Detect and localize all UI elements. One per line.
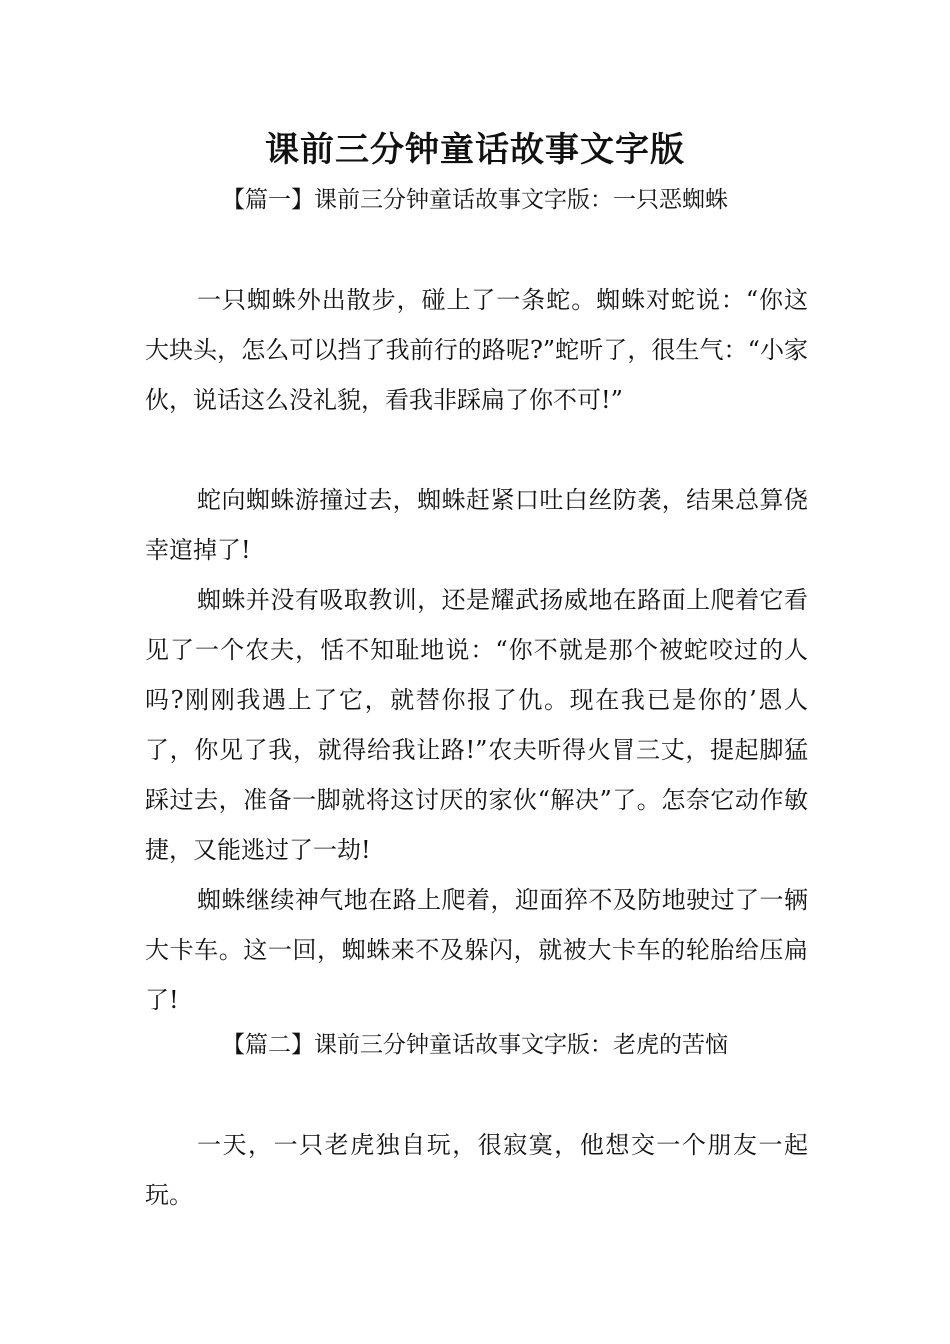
paragraph: 蜘蛛并没有吸取教训，还是耀武扬威地在路面上爬着它看见了一个农夫，恬不知耻地说：“你不就是那个被蛇咬过的人吗?刚刚我遇上了它，就替你报了仇。现在我已是你的’恩人了，你见了我，就得给我让路!”农夫听得火冒三丈，提起脚猛踩过去，准备一脚就将这讨厌的家伙“解决”了。怎奈它动作敏捷，又能逃过了一劫! — [145, 586, 808, 864]
paragraph: 一只蜘蛛外出散步，碰上了一条蛇。蜘蛛对蛇说：“你这大块头，怎么可以挡了我前行的路呢?”蛇听了，很生气：“小家伙，说话这么没礼貌，看我非踩扁了你不可!” — [145, 286, 808, 414]
paragraph: 一天，一只老虎独自玩，很寂寞，他想交一个朋友一起玩。 — [145, 1131, 808, 1209]
paragraph: 蛇向蜘蛛游撞过去，蜘蛛赶紧口吐白丝防袭，结果总算侥幸逭掉了! — [145, 486, 808, 564]
document-title: 课前三分钟童话故事文字版 — [265, 130, 685, 170]
section-heading-1: 【篇一】课前三分钟童话故事文字版：一只恶蜘蛛 — [222, 187, 728, 213]
paragraph: 蜘蛛继续神气地在路上爬着，迎面猝不及防地驶过了一辆大卡车。这一回，蜘蛛来不及躲闪，就被大卡车的轮胎给压扁了! — [145, 886, 808, 1014]
section-heading-2: 【篇二】课前三分钟童话故事文字版：老虎的苦恼 — [222, 1032, 728, 1058]
